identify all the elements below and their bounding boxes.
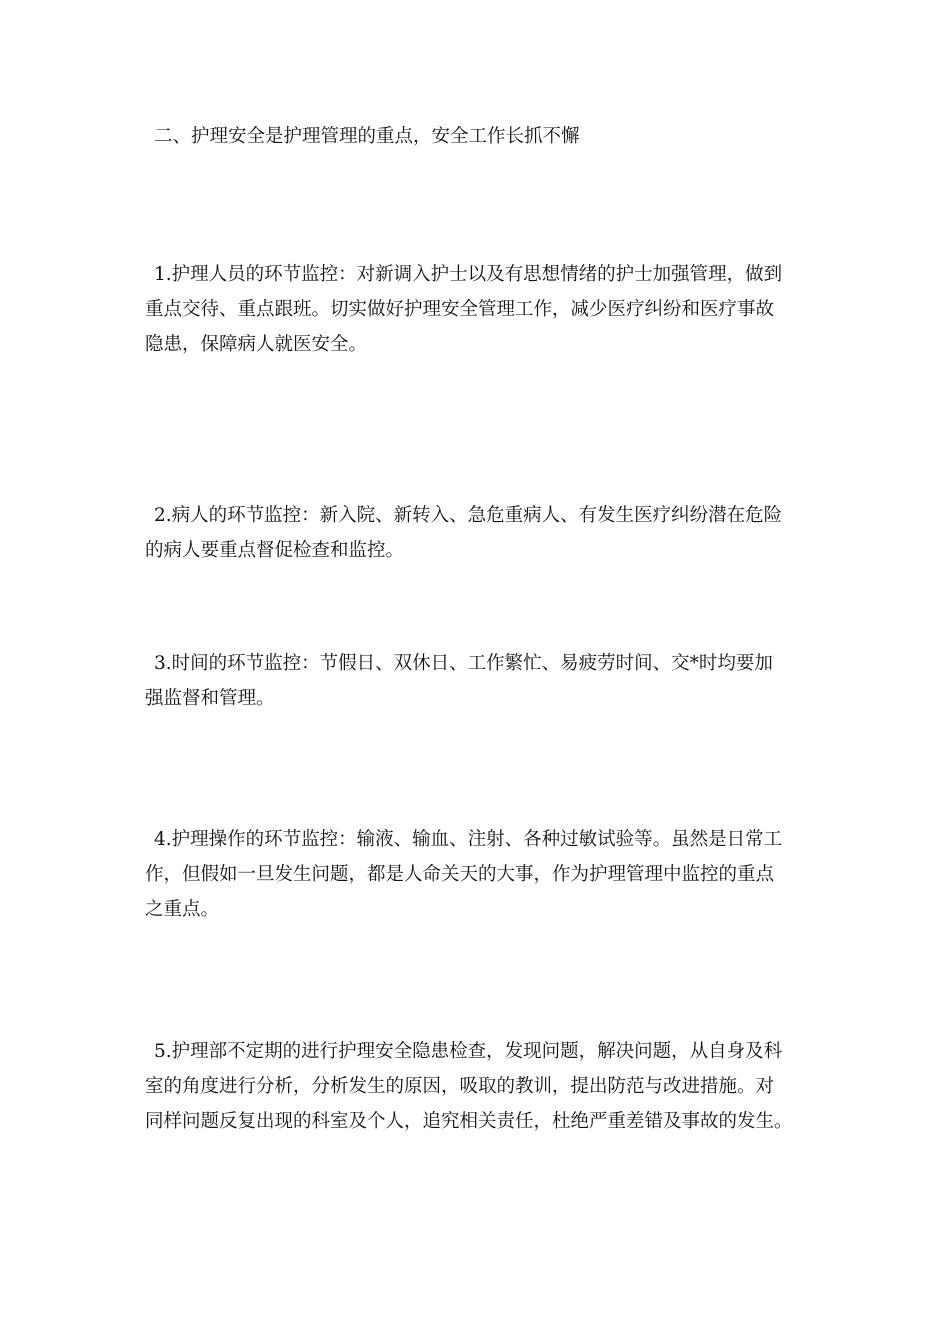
paragraph-4-line-1: 4.护理操作的环节监控：输液、输血、注射、各种过敏试验等。虽然是日常工 xyxy=(154,829,783,850)
paragraph-1-line-3: 隐患，保障病人就医安全。 xyxy=(145,334,368,355)
paragraph-5 xyxy=(145,1034,825,1139)
paragraph-3-line-2: 强监督和管理。 xyxy=(145,688,275,709)
paragraph-5-line-1: 5.护理部不定期的进行护理安全隐患检查，发现问题，解决问题，从自身及科 xyxy=(154,1041,783,1062)
paragraph-4 xyxy=(145,822,825,927)
paragraph-5-line-2: 室的角度进行分析，分析发生的原因，吸取的教训，提出防范与改进措施。对 xyxy=(145,1076,775,1097)
paragraph-5-line-3: 同样问题反复出现的科室及个人，追究相关责任，杜绝严重差错及事故的发生。 xyxy=(145,1111,793,1132)
heading-text: 二、护理安全是护理管理的重点，安全工作长抓不懈 xyxy=(154,126,580,147)
heading-line xyxy=(145,119,825,154)
paragraph-line xyxy=(145,822,825,857)
paragraph-1 xyxy=(145,257,825,362)
paragraph-line xyxy=(145,646,825,681)
paragraph-3 xyxy=(145,646,825,716)
paragraph-1-line-1: 1.护理人员的环节监控：对新调入护士以及有思想情绪的护士加强管理，做到 xyxy=(154,264,783,285)
paragraph-line xyxy=(145,498,825,533)
paragraph-line xyxy=(145,1034,825,1069)
paragraph-2 xyxy=(145,498,825,568)
section-heading xyxy=(145,119,825,154)
paragraph-line xyxy=(145,257,825,292)
paragraph-1-line-2: 重点交待、重点跟班。切实做好护理安全管理工作，减少医疗纠纷和医疗事故 xyxy=(145,299,775,320)
paragraph-2-line-1: 2.病人的环节监控：新入院、新转入、急危重病人、有发生医疗纠纷潜在危险 xyxy=(154,505,783,526)
paragraph-4-line-3: 之重点。 xyxy=(145,899,220,920)
paragraph-3-line-1: 3.时间的环节监控：节假日、双休日、工作繁忙、易疲劳时间、交*时均要加 xyxy=(154,653,773,674)
paragraph-2-line-2: 的病人要重点督促检查和监控。 xyxy=(145,540,405,561)
paragraph-4-line-2: 作，但假如一旦发生问题，都是人命关天的大事，作为护理管理中监控的重点 xyxy=(145,864,775,885)
